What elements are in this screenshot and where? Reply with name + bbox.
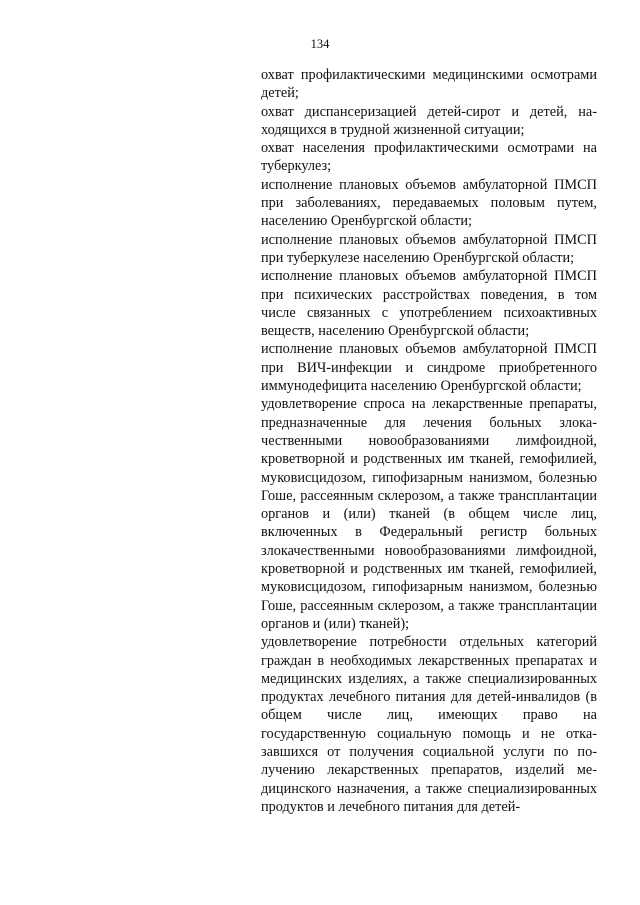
page-number: 134 [310,37,330,51]
paragraph-8: удовлетворение спроса на лекарственные препараты, предназначенные для лечения больных злокачественными новообразованиями лимфоидной, кроветворной и родственных им тканей, гемофилией, муковисцидозом, гипофизарным нанизмом, болезнью Гоше, рассеянным склерозом, а также трансплантации органов и (или) тканей (в общем числе лиц, включенных в Федеральный регистр больных злокачественными новообразованиями лимфоидной, кроветворной и родственных им тканей, гемофилией, муковисцидозом, гипофизарным нанизмом, болезнью Гоше, рассеянным склерозом, а также трансплантации органов и (или) тканей); [261,396,597,632]
paragraph-9: удовлетворение потребности отдельных категорий граждан в необходимых лекарственных препаратах и медицинских изделиях, а также специализированных продуктах лечебного питания для детей-инвалидов (в общем числе лиц, имеющих право на государственную социальную помощь и не отказавшихся от получения социальной услуги по получению лекарственных препаратов, изделий медицинского назначения, а также специализированных продуктов и лечебного питания для детей- [261,634,597,815]
paragraph-6: исполнение плановых объемов амбулаторной ПМСП при психических расстройствах поведения, в том числе связанных с употреблением психоактивных веществ, населению Оренбургской области; [261,268,597,340]
paragraph-3: охват населения профилактическими осмотрами на туберкулез; [261,140,597,175]
paragraph-7: исполнение плановых объемов амбулаторной ПМСП при ВИЧ-инфекции и синдроме приобретенного иммунодефицита населению Оренбургской области; [261,341,597,395]
body-text [261,66,597,816]
paragraph-2: охват диспансеризацией детей-сирот и детей, находящихся в трудной жизненной ситуации; [261,103,597,138]
paragraph-5: исполнение плановых объемов амбулаторной ПМСП при туберкулезе населению Оренбургской области; [261,231,597,266]
paragraph-1: охват профилактическими медицинскими осмотрами детей; [261,67,597,102]
paragraph-4: исполнение плановых объемов амбулаторной ПМСП при заболеваниях, передаваемых половым путем, населению Оренбургской области; [261,176,597,230]
